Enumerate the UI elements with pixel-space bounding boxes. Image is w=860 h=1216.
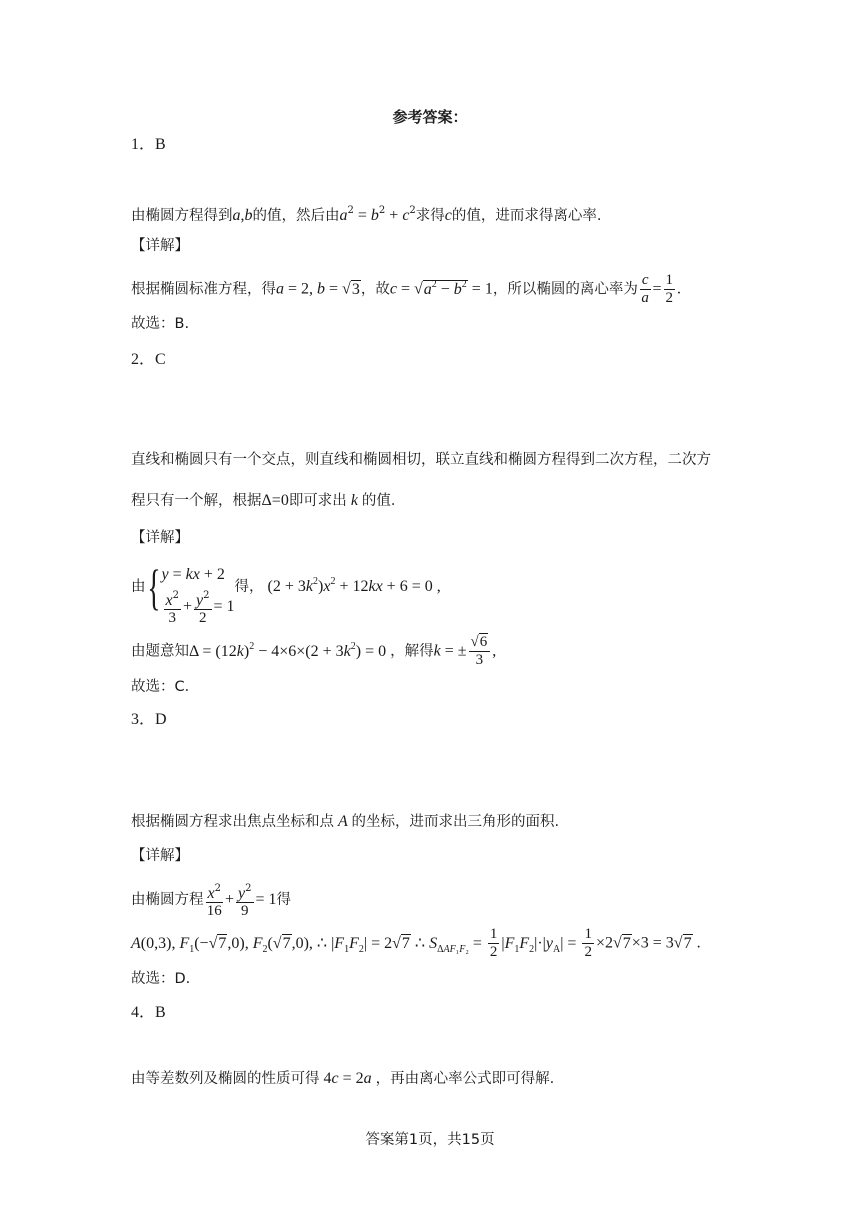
- q2-detail-discriminant: 由题意知$\Delta = (12k)^2 - 4\times 6\times(2 + 3k^2) = 0$ ，解得k = ± $\frac{√6}{3}$ ,: [131, 634, 497, 668]
- q3-number: 3．D: [131, 711, 167, 728]
- q1-answer: 故选：B.: [131, 316, 190, 332]
- q2-detail-system: 由{ y = kx + 2 $\frac{x^2}{3}$ + $\frac{y^2}{2}$ = 1 得， $(2 + 3k^2)x^2 + 12kx + 6 = 0$ ,: [131, 559, 441, 626]
- q1-detail: 根据椭圆标准方程，得a = 2, b = √3，故$c = √a^2 - b^2 = 1$，所以椭圆的离心率为 $\frac{c}{a}$ = $\frac{1}{2}$ .: [131, 272, 682, 306]
- q2-analysis-line2: 程只有一个解，根据Δ=0即可求出 k 的值．: [131, 492, 406, 509]
- q3-answer: 故选：D.: [131, 971, 191, 987]
- q3-analysis: 根据椭圆方程求出焦点坐标和点 A 的坐标，进而求出三角形的面积.: [131, 813, 560, 830]
- q1-detail-label: 【详解】: [131, 238, 189, 254]
- q2-analysis-line1: 直线和椭圆只有一个交点，则直线和椭圆相切，联立直线和椭圆方程得到二次方程，二次方: [131, 452, 711, 468]
- q1-number: 1．B: [131, 136, 166, 153]
- q2-answer: 故选：C．: [131, 679, 200, 695]
- q4-analysis: 由等差数列及椭圆的性质可得 4c = 2a ，再由离心率公式即可得解.: [131, 1070, 555, 1087]
- q3-detail-equation: 由椭圆方程 $\frac{x^2}{16}$ + $\frac{y^2}{9}$ = 1得: [131, 880, 291, 920]
- page-title: 参考答案：: [392, 108, 468, 126]
- q2-detail-label: 【详解】: [131, 530, 189, 546]
- q1-analysis: 由椭圆方程得到a,b的值，然后由$a^2 = b^2 + c^2$求得c的值，进而求得离心率.: [131, 205, 602, 224]
- q4-number: 4．B: [131, 1004, 166, 1021]
- q3-detail-label: 【详解】: [131, 848, 189, 864]
- q3-detail-area: A(0,3), $F_1(-√7,0)$, $F_2(√7,0)$, ∴ $|F_1F_2| = 2√7$ ∴ $S_{\Delta AF_1F_2}$ = $\frac{1}{2}$ $|F_1F_2|\cdot|y_A|$ = $\frac{1}{2}$ ×2√7×3 = 3√7 .: [131, 926, 701, 960]
- q2-number: 2．C: [131, 351, 166, 368]
- page-footer: 答案第1页，共15页: [365, 1132, 495, 1148]
